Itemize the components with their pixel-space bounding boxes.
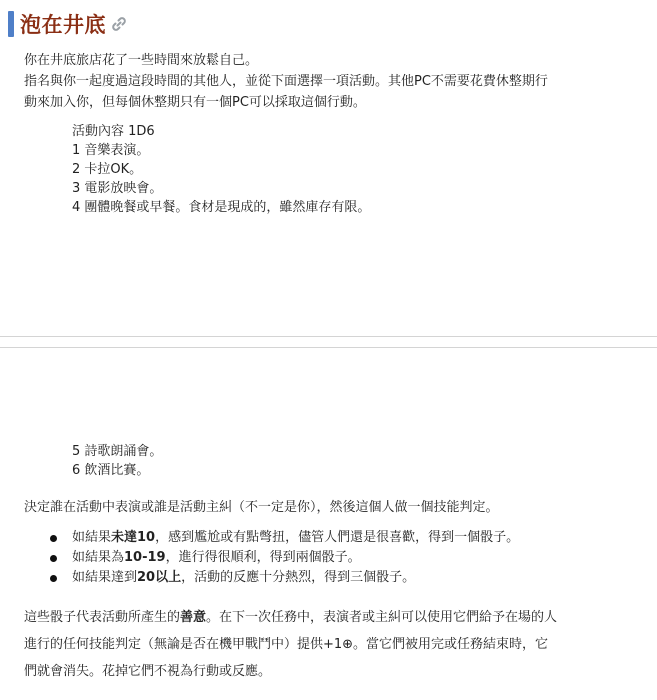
activity-row: 4 團體晚餐或早餐。食材是現成的，雖然庫存有限。 [72,200,371,215]
closing-line: 進行的任何技能判定（無論是否在機甲戰鬥中）提供+1⊕。當它們被用完或任務結束時，它 [24,637,549,652]
skill-check-instruction: 決定誰在活動中表演或誰是活動主糾（不一定是你），然後這個人做一個技能判定。 [24,500,499,515]
activity-row: 2 卡拉OK。 [72,162,143,177]
title-accent-bar [8,11,14,37]
list-item: 如結果達到20以上，活動的反應十分熱烈，得到三個骰子。 [46,568,519,588]
activity-table-continued [72,442,162,480]
activity-table-header: 活動內容 1D6 [72,124,155,139]
list-item: 如結果為10-19，進行得很順利，得到兩個骰子。 [46,548,519,568]
intro-paragraph [24,50,644,113]
activity-row: 5 詩歌朗誦會。 [72,444,163,459]
intro-line: 動來加入你，但每個休整期只有一個PC可以採取這個行動。 [24,95,366,110]
intro-line: 你在井底旅店花了一些時間來放鬆自己。 [24,53,259,68]
page-title: 泡在井底 [20,13,106,37]
activity-row: 1 音樂表演。 [72,143,150,158]
closing-paragraph [24,604,644,685]
page-break-divider [0,336,657,348]
activity-row: 6 飲酒比賽。 [72,463,150,478]
activity-row: 3 電影放映會。 [72,181,163,196]
closing-line: 這些骰子代表活動所產生的善意。在下一次任務中，表演者或主糾可以使用它們給予在場的人 [24,610,558,625]
activity-table [72,122,370,217]
link-icon[interactable] [110,15,128,33]
closing-line: 們就會消失。花掉它們不視為行動或反應。 [24,664,272,679]
page-title-row [8,10,128,38]
result-list [46,528,519,588]
list-item: 如結果未達10，感到尷尬或有點彆扭，儘管人們還是很喜歡，得到一個骰子。 [46,528,519,548]
intro-line: 指名與你一起度過這段時間的其他人，並從下面選擇一項活動。其他PC不需要花費休整期行 [24,74,548,89]
